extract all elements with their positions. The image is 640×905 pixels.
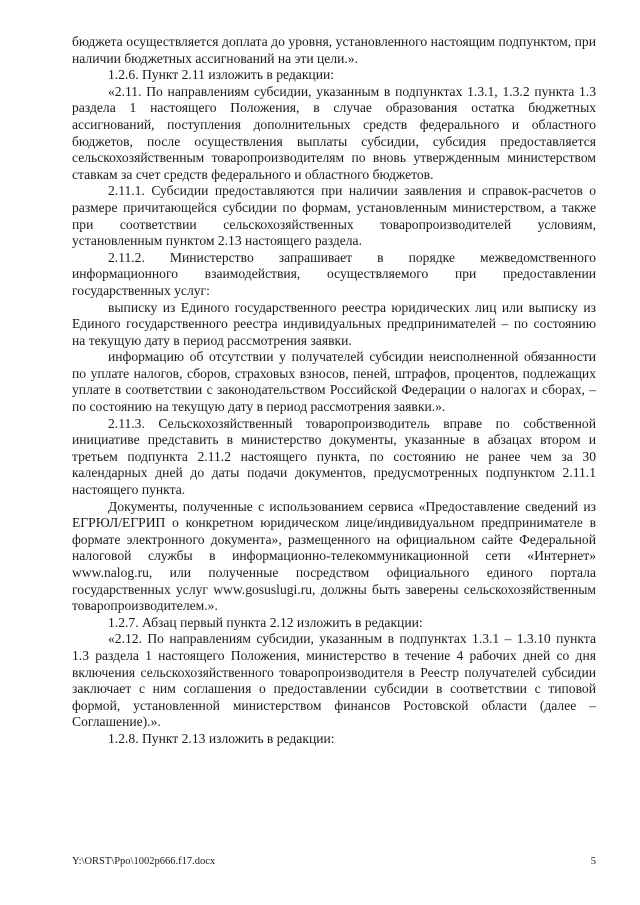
page-number: 5 xyxy=(590,856,596,867)
paragraph: 2.11.1. Субсидии предоставляются при наличии заявления и справок-расчетов о размере причитающейся субсидии по формам, установленным министерством, а также при соответствии сельскохозяйственных товаропроизводителей условиям, установленным пунктом 2.13 настоящего раздела. xyxy=(72,183,596,249)
paragraph: «2.11. По направлениям субсидии, указанным в подпунктах 1.3.1, 1.3.2 пункта 1.3 раздела 1 настоящего Положения, в случае образования остатка бюджетных ассигнований, поступления дополнительных средств федерального и областного бюджетов, после осуществления выплаты субсидии, субсидия предоставляется сельскохозяйственным товаропроизводителям по вновь утвержденным министерством ставкам за счет средств федерального и областного бюджетов. xyxy=(72,83,596,182)
paragraph: выписку из Единого государственного реестра юридических лиц или выписку из Единого государственного реестра индивидуальных предпринимателей – по состоянию на текущую дату в период рассмотрения заявки. xyxy=(72,299,596,348)
paragraph: 1.2.6. Пункт 2.11 изложить в редакции: xyxy=(108,67,335,83)
document-body xyxy=(72,34,596,748)
paragraph: 1.2.8. Пункт 2.13 изложить в редакции: xyxy=(108,730,335,746)
paragraph: информацию об отсутствии у получателей субсидии неисполненной обязанности по уплате налогов, сборов, страховых взносов, пеней, штрафов, процентов, подлежащих уплате в соответствии с законодательством Российской Федерации о налогах и сборах, – по состоянию на текущую дату в период рассмотрения заявки.». xyxy=(72,349,596,415)
page-footer xyxy=(72,856,596,867)
paragraph: 2.11.2. Министерство запрашивает в порядке межведомственного информационного взаимодействия, осуществляемого при предоставлении государственных услуг: xyxy=(72,249,596,298)
paragraph: 2.11.3. Сельскохозяйственный товаропроизводитель вправе по собственной инициативе представить в министерство документы, указанные в абзацах втором и третьем подпункта 2.11.2 настоящего пункта, по состоянию не ранее чем за 30 календарных дней до даты подачи документов, предусмотренных подпунктом 2.11.1 настоящего пункта. xyxy=(72,415,596,498)
paragraph: 1.2.7. Абзац первый пункта 2.12 изложить в редакции: xyxy=(108,614,423,630)
paragraph: «2.12. По направлениям субсидии, указанным в подпунктах 1.3.1 – 1.3.10 пункта 1.3 раздела 1 настоящего Положения, министерство в течение 4 рабочих дней со дня включения сельскохозяйственного товаропроизводителя в Реестр получателей субсидии заключает с ним соглашения о предоставлении субсидии в соответствии с типовой формой, установленной министерством финансов Ростовской области (далее – Соглашение).». xyxy=(72,631,596,730)
footer-file-path: Y:\ORST\Ppo\1002p666.f17.docx xyxy=(72,856,216,867)
paragraph: Документы, полученные с использованием сервиса «Предоставление сведений из ЕГРЮЛ/ЕГРИП о конкретном юридическом лице/индивидуальном предпринимателе в формате электронного документа», размещенного на официальном сайте Федеральной налоговой службы в информационно-телекоммуникационной сети «Интернет» www.nalog.ru, или полученные посредством официального единого портала государственных услуг www.gosuslugi.ru, должны быть заверены сельскохозяйственным товаропроизводителем.». xyxy=(72,498,596,614)
paragraph: бюджета осуществляется доплата до уровня, установленного настоящим подпунктом, при наличии бюджетных ассигнований на эти цели.». xyxy=(72,34,596,66)
